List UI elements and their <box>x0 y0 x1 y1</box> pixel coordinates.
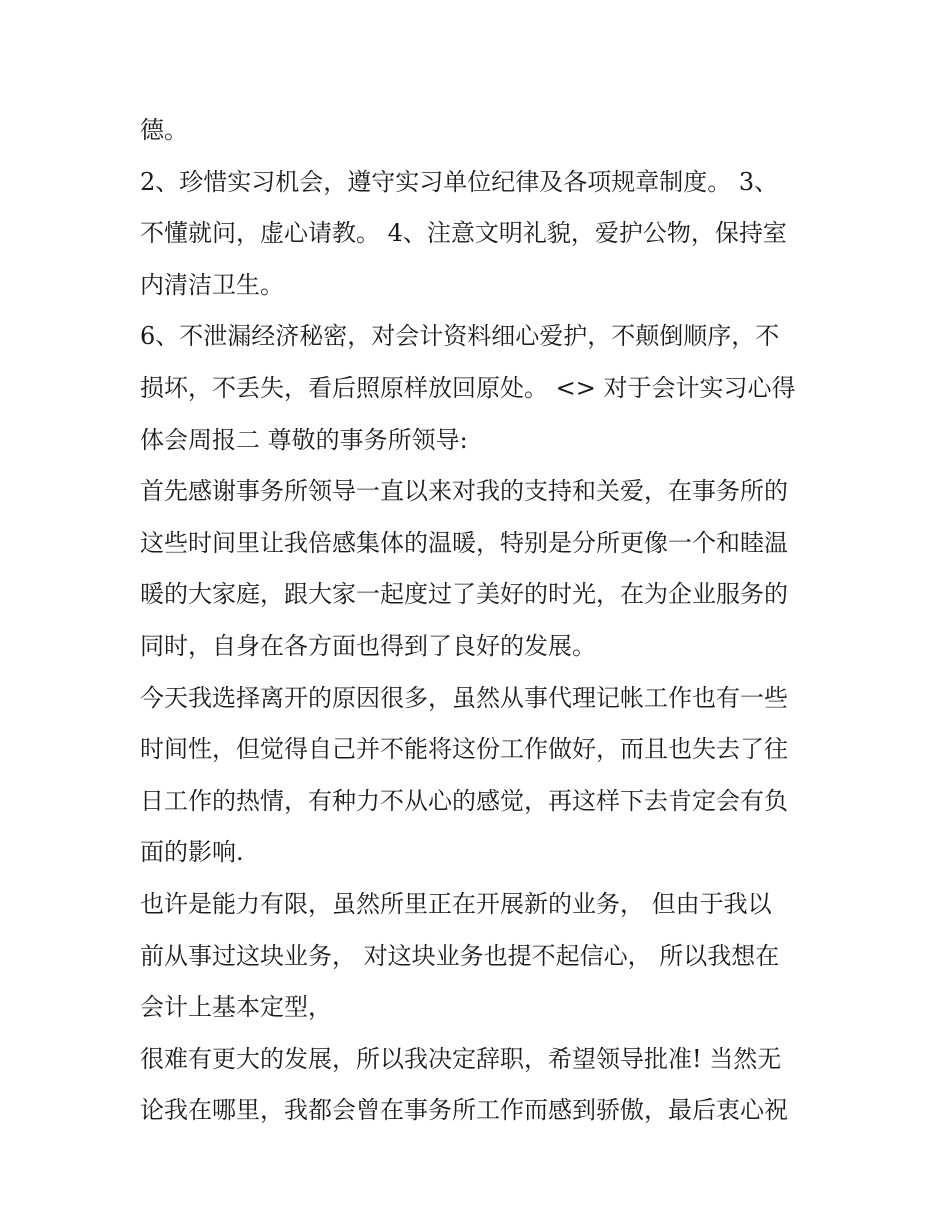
document-body <box>140 105 820 1137</box>
text-line: 损坏，不丢失，看后照原样放回原处。 <> 对于会计实习心得 <box>140 373 796 402</box>
text-line: 内清洁卫生。 <box>140 270 284 299</box>
text-line: 暖的大家庭，跟大家一起度过了美好的时光，在为企业服务的 <box>140 580 788 609</box>
text-line: 首先感谢事务所领导一直以来对我的支持和关爱，在事务所的 <box>140 477 788 506</box>
text-line: 德。 <box>140 116 188 144</box>
text-line: 会计上基本定型， <box>140 993 332 1022</box>
text-line: 前从事过这块业务， 对这块业务也提不起信心， 所以我想在 <box>140 941 780 970</box>
text-line: 时间性，但觉得自己并不能将这份工作做好，而且也失去了往 <box>140 735 788 764</box>
text-line: 很难有更大的发展，所以我决定辞职，希望领导批准! 当然无 <box>140 1044 782 1073</box>
text-line: 2、珍惜实习机会，遵守实习单位纪律及各项规章制度。 3、 <box>140 167 779 196</box>
text-line: 日工作的热情，有种力不从心的感觉，再这样下去肯定会有负 <box>140 786 788 815</box>
text-line: 论我在哪里，我都会曾在事务所工作而感到骄傲，最后衷心祝 <box>140 1096 788 1125</box>
text-line: 也许是能力有限，虽然所里正在开展新的业务， 但由于我以 <box>140 889 772 918</box>
text-line: 6、不泄漏经济秘密，对会计资料细心爱护，不颠倒顺序，不 <box>140 322 780 351</box>
text-line: 体会周报二 尊敬的事务所领导: <box>140 425 468 454</box>
text-line: 不懂就问，虚心请教。 4、注意文明礼貌，爱护公物，保持室 <box>140 219 787 248</box>
text-line: 今天我选择离开的原因很多，虽然从事代理记帐工作也有一些 <box>140 683 788 712</box>
text-line: 同时，自身在各方面也得到了良好的发展。 <box>140 631 596 660</box>
text-line: 这些时间里让我倍感集体的温暖，特别是分所更像一个和睦温 <box>140 528 788 557</box>
text-line: 面的影响. <box>140 838 244 867</box>
